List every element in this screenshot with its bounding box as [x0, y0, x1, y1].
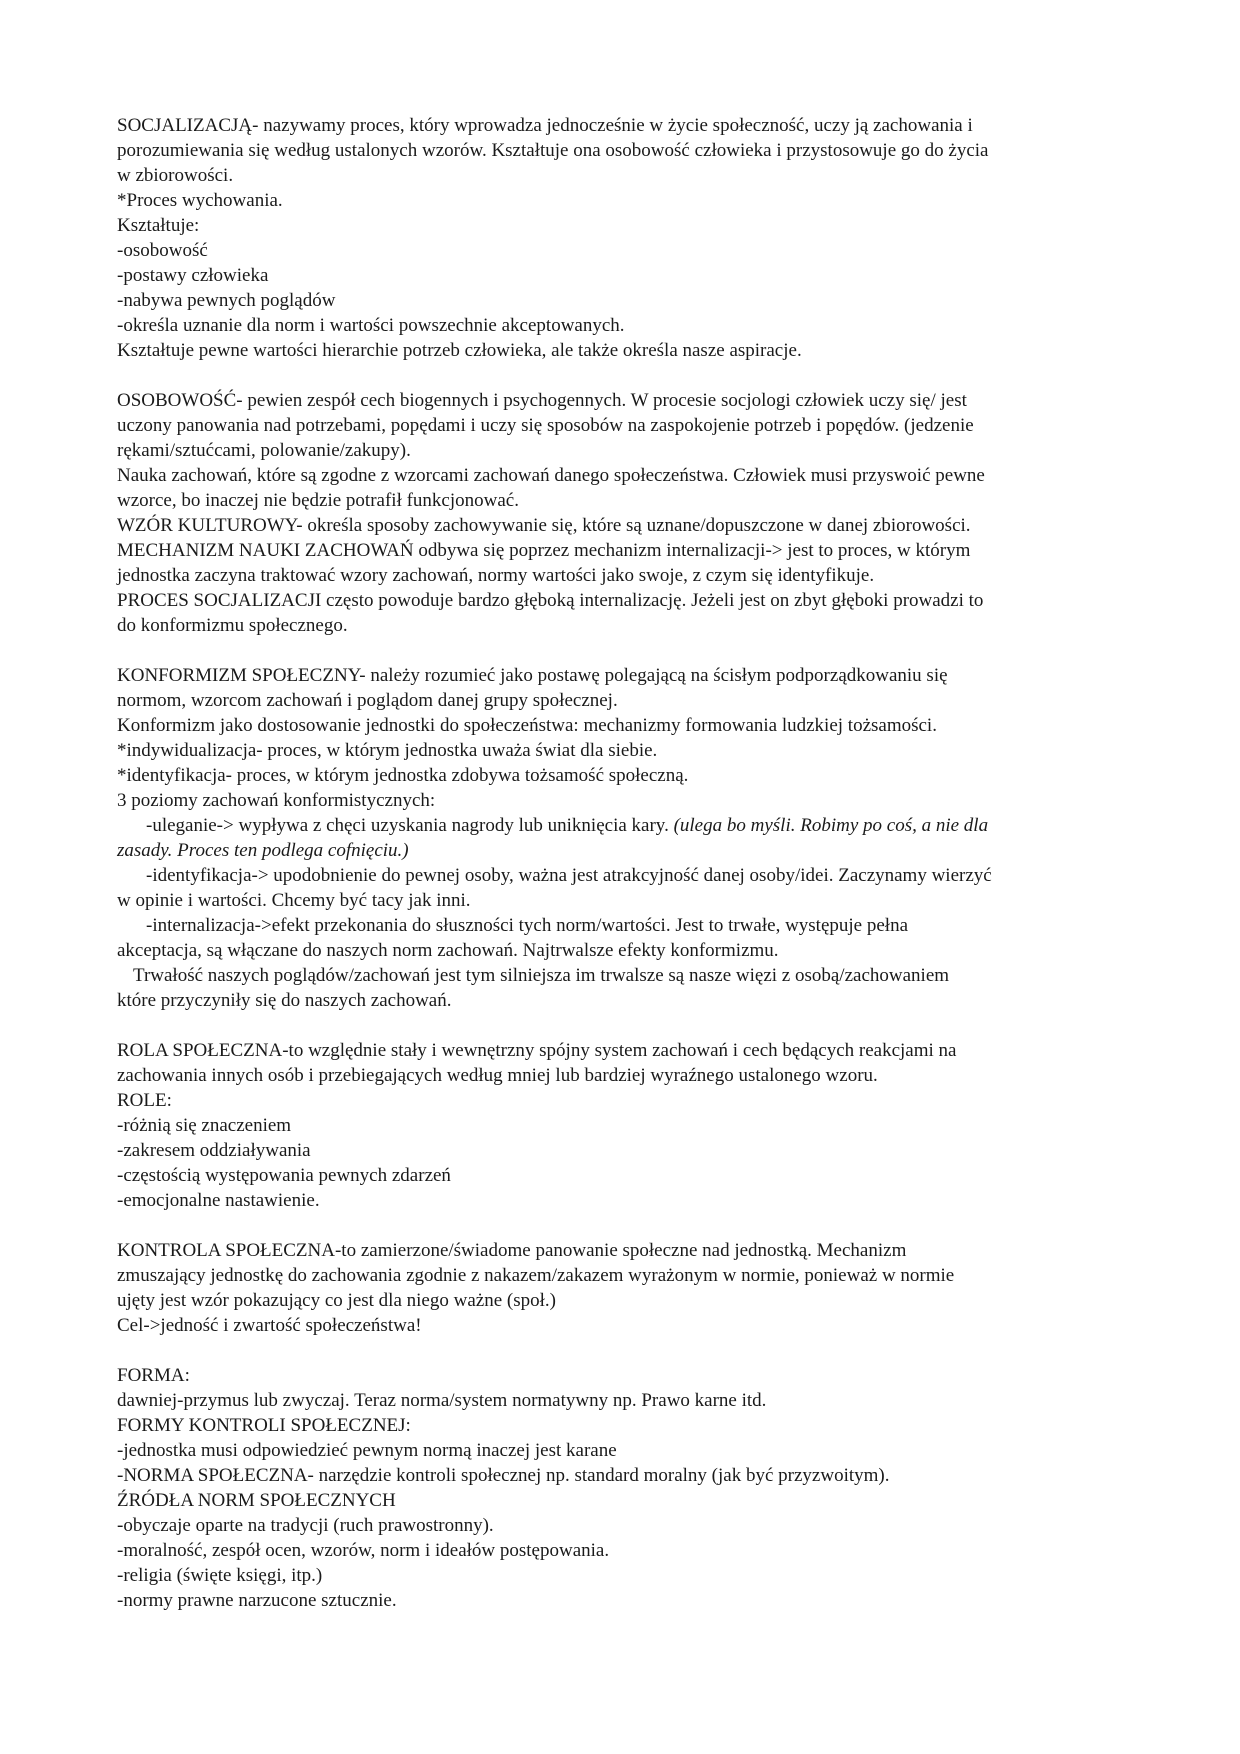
text-line: SOCJALIZACJĄ- nazywamy proces, który wprowadza jednocześnie w życie społeczność, uczy ją zachowania i — [117, 115, 973, 136]
text-line: *identyfikacja- proces, w którym jednostka zdobywa tożsamość społeczną. — [117, 765, 689, 786]
text-line: -identyfikacja-> upodobnienie do pewnej osoby, ważna jest atrakcyjność danej osoby/idei. Zaczynamy wierzyć — [146, 865, 992, 886]
text-line: Konformizm jako dostosowanie jednostki do społeczeństwa: mechanizmy formowania ludzkiej tożsamości. — [117, 715, 937, 736]
text-line: zmuszający jednostkę do zachowania zgodnie z nakazem/zakazem wyrażonym w normie, ponieważ w normie — [117, 1265, 955, 1286]
text-line: Kształtuje: — [117, 215, 200, 236]
document-page — [117, 113, 1127, 1613]
text-line: -zakresem oddziaływania — [117, 1140, 311, 1161]
uleganie-line — [117, 813, 1127, 838]
text-line: zachowania innych osób i przebiegających według mniej lub bardziej wyraźnego ustalonego wzoru. — [117, 1065, 878, 1086]
text-line: FORMA: — [117, 1365, 190, 1386]
text-line: FORMY KONTROLI SPOŁECZNEJ: — [117, 1415, 411, 1436]
text-line: *indywidualizacja- proces, w którym jednostka uważa świat dla siebie. — [117, 740, 658, 761]
text-line: -postawy człowieka — [117, 265, 269, 286]
text-line: normom, wzorcom zachowań i poglądom danej grupy społecznej. — [117, 690, 618, 711]
text-line: -moralność, zespół ocen, wzorów, norm i ideałów postępowania. — [117, 1540, 610, 1561]
paragraph-gap — [117, 1338, 1127, 1363]
text-line: akceptacja, są włączane do naszych norm zachowań. Najtrwalsze efekty konformizmu. — [117, 940, 779, 961]
section-osobowosc — [117, 388, 1127, 638]
text-line: -emocjonalne nastawienie. — [117, 1190, 320, 1211]
section-kontrola-spoleczna — [117, 1238, 1127, 1338]
text-line: -NORMA SPOŁECZNA- narzędzie kontroli społecznej np. standard moralny (jak być przyzwoitym). — [117, 1465, 890, 1486]
text-line: WZÓR KULTUROWY- określa sposoby zachowywanie się, które są uznane/dopuszczone w danej zbiorowości. — [117, 515, 971, 536]
text-line: uczony panowania nad potrzebami, popędami i uczy się sposobów na zaspokojenie potrzeb i popędów. (jedzenie — [117, 415, 974, 436]
text-line: które przyczyniły się do naszych zachowań. — [117, 990, 452, 1011]
text-line: KONTROLA SPOŁECZNA-to zamierzone/świadome panowanie społeczne nad jednostką. Mechanizm — [117, 1240, 907, 1261]
text-line: -różnią się znaczeniem — [117, 1115, 292, 1136]
uleganie-text: -uleganie-> wypływa z chęci uzyskania nagrody lub uniknięcia kary. — [146, 815, 674, 836]
text-line: -określa uznanie dla norm i wartości powszechnie akceptowanych. — [117, 315, 625, 336]
text-line: -normy prawne narzucone sztucznie. — [117, 1590, 397, 1611]
text-line: PROCES SOCJALIZACJI często powoduje bardzo głęboką internalizację. Jeżeli jest on zbyt głęboki prowadzi to — [117, 590, 984, 611]
uleganie-italic-note-cont: zasady. Proces ten podlega cofnięciu.) — [117, 840, 409, 861]
text-line: -internalizacja->efekt przekonania do słuszności tych norm/wartości. Jest to trwałe, występuje pełna — [146, 915, 909, 936]
section-rola-spoleczna — [117, 1038, 1127, 1213]
paragraph-gap — [117, 638, 1127, 663]
text-line: ujęty jest wzór pokazujący co jest dla niego ważne (społ.) — [117, 1290, 556, 1311]
text-line: w opinie i wartości. Chcemy być tacy jak inni. — [117, 890, 471, 911]
paragraph-gap — [117, 1013, 1127, 1038]
text-line: do konformizmu społecznego. — [117, 615, 348, 636]
text-line: ŹRÓDŁA NORM SPOŁECZNYCH — [117, 1490, 396, 1511]
text-line: Kształtuje pewne wartości hierarchie potrzeb człowieka, ale także określa nasze aspiracje. — [117, 340, 802, 361]
text-line: MECHANIZM NAUKI ZACHOWAŃ odbywa się poprzez mechanizm internalizacji-> jest to proces, w którym — [117, 540, 971, 561]
paragraph-gap — [117, 1213, 1127, 1238]
text-line: -częstością występowania pewnych zdarzeń — [117, 1165, 451, 1186]
text-line: -religia (święte księgi, itp.) — [117, 1565, 323, 1586]
text-line: ROLE: — [117, 1090, 172, 1111]
text-line: ROLA SPOŁECZNA-to względnie stały i wewnętrzny spójny system zachowań i cech będących reakcjami na — [117, 1040, 957, 1061]
uleganie-italic-note: (ulega bo myśli. Robimy po coś, a nie dla — [673, 815, 989, 836]
text-line: rękami/sztućcami, polowanie/zakupy). — [117, 440, 411, 461]
text-line: Nauka zachowań, które są zgodne z wzorcami zachowań danego społeczeństwa. Człowiek musi przyswoić pewne — [117, 465, 985, 486]
text-line: w zbiorowości. — [117, 165, 234, 186]
text-line: *Proces wychowania. — [117, 190, 283, 211]
text-line: -osobowość — [117, 240, 208, 261]
text-line: KONFORMIZM SPOŁECZNY- należy rozumieć jako postawę polegającą na ścisłym podporządkowaniu się — [117, 665, 948, 686]
text-line: wzorce, bo inaczej nie będzie potrafił funkcjonować. — [117, 490, 519, 511]
section-konformizm — [117, 663, 1127, 1013]
section-forma — [117, 1363, 1127, 1613]
text-line: Trwałość naszych poglądów/zachowań jest tym silniejsza im trwalsze są nasze więzi z osobą/zachowaniem — [133, 965, 950, 986]
text-line: 3 poziomy zachowań konformistycznych: — [117, 790, 436, 811]
text-line: -nabywa pewnych poglądów — [117, 290, 336, 311]
text-line: dawniej-przymus lub zwyczaj. Teraz norma/system normatywny np. Prawo karne itd. — [117, 1390, 767, 1411]
text-line: -obyczaje oparte na tradycji (ruch prawostronny). — [117, 1515, 494, 1536]
text-line: porozumiewania się według ustalonych wzorów. Kształtuje ona osobowość człowieka i przystosowuje go do życia — [117, 140, 989, 161]
text-line: OSOBOWOŚĆ- pewien zespół cech biogennych i psychogennych. W procesie socjologi człowiek uczy się/ jest — [117, 390, 967, 411]
text-line: -jednostka musi odpowiedzieć pewnym normą inaczej jest karane — [117, 1440, 617, 1461]
section-socjalizacja — [117, 113, 1127, 363]
text-line: jednostka zaczyna traktować wzory zachowań, normy wartości jako swoje, z czym się identyfikuje. — [117, 565, 875, 586]
text-line: Cel->jedność i zwartość społeczeństwa! — [117, 1315, 422, 1336]
paragraph-gap — [117, 363, 1127, 388]
